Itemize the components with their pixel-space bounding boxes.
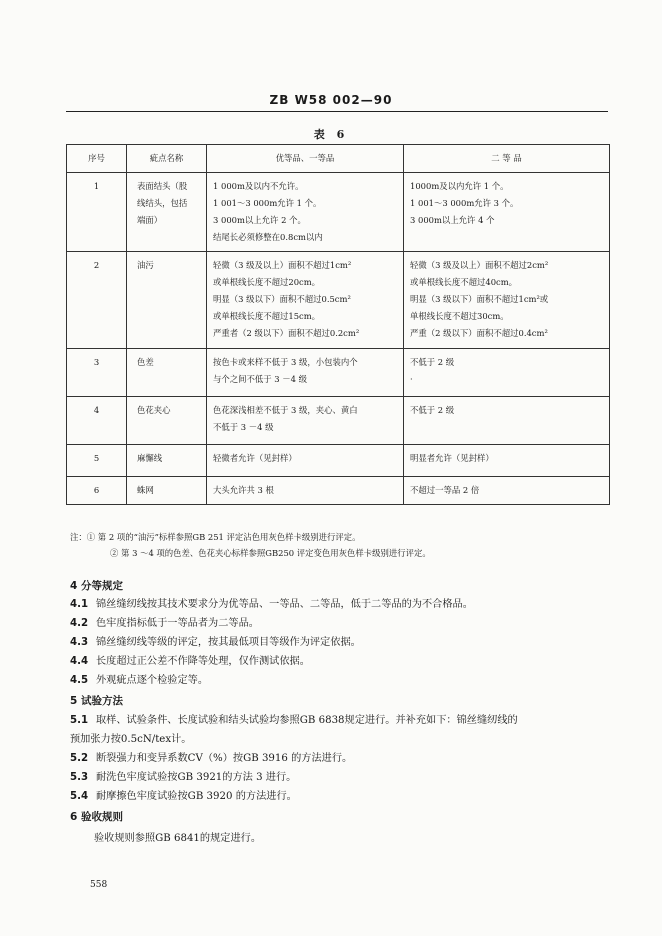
table-row (67, 397, 610, 445)
grade2-cell (404, 173, 610, 252)
clause-number: 4.1 (70, 599, 89, 610)
grade2-cell (404, 252, 610, 349)
header-rule (66, 111, 608, 112)
cell-line: 线结头，包括 (137, 198, 188, 208)
column-header-no: 序号 (67, 145, 127, 173)
clause-text: 预加张力按0.5cN/tex计。 (70, 734, 192, 745)
defect-name-cell (127, 252, 207, 349)
cell-line: 麻懈线 (137, 453, 163, 463)
cell-line: 3 000m以上允许 4 个 (410, 215, 495, 225)
row-number-cell: 2 (67, 252, 127, 349)
cell-line: 1 001～3 000m允许 3 个。 (410, 198, 519, 208)
grade1-cell (207, 252, 404, 349)
cell-line: 1000m及以内允许 1 个。 (410, 181, 509, 191)
defect-name-cell (127, 477, 207, 505)
clause-text: 锦丝缝纫线等级的评定，按其最低项目等级作为评定依据。 (96, 637, 361, 648)
table-row (67, 477, 610, 505)
clause-text: 长度超过正公差不作降等处理，仅作测试依据。 (96, 656, 310, 667)
grade2-cell (404, 445, 610, 477)
clause-text: 取样、试验条件、长度试验和结头试验均参照GB 6838规定进行。并补充如下：锦丝缝纫线的 (96, 715, 518, 726)
cell-line: 油污 (137, 260, 154, 270)
cell-line: 明显者允许（见封样） (410, 453, 494, 463)
clause (70, 616, 610, 632)
cell-line: 不低于 2 级 (410, 357, 455, 367)
clause (70, 732, 610, 748)
cell-line: 1 001～3 000m允许 1 个。 (213, 198, 322, 208)
column-header-defect: 疵点名称 (127, 145, 207, 173)
clause-number: 4.3 (70, 637, 89, 648)
cell-line: 表面结头（股 (137, 181, 188, 191)
clause (70, 713, 610, 729)
section-6-text: 验收规则参照GB 6841的规定进行。 (94, 833, 262, 844)
cell-line: 按色卡或来样不低于 3 级，小包装内个 (213, 357, 358, 367)
clause (70, 789, 610, 805)
cell-line: 结尾长必须修整在0.8cm以内 (213, 232, 323, 242)
defect-grading-table (66, 144, 610, 505)
cell-line: 严重者（2 级以下）面积不超过0.2cm² (213, 328, 360, 338)
cell-line: 明显（3 级以下）面积不超过1cm²或 (410, 294, 549, 304)
clause-number: 4.2 (70, 618, 89, 629)
cell-line: 3 000m以上允许 2 个。 (213, 215, 306, 225)
page-number: 558 (90, 880, 108, 890)
clause-number: 5.4 (70, 791, 89, 802)
clause-number: 5.2 (70, 753, 89, 764)
grade1-cell (207, 445, 404, 477)
clause-text: 外观疵点逐个检验定等。 (96, 675, 209, 686)
cell-line: 或单根线长度不超过40cm。 (410, 277, 518, 287)
cell-line: 轻微（3 级及以上）面积不超过1cm² (213, 260, 352, 270)
grade1-cell (207, 397, 404, 445)
cell-line: 严重（2 级以下）面积不超过0.4cm² (410, 328, 548, 338)
cell-line: 色花深浅相差不低于 3 级，夹心、黄白 (213, 405, 358, 415)
section-5-body (70, 713, 610, 808)
cell-line: 轻微（3 级及以上）面积不超过2cm² (410, 260, 549, 270)
table-row (67, 252, 610, 349)
cell-line: · (410, 374, 413, 384)
clause-number: 5.3 (70, 772, 89, 783)
cell-line: 色花夹心 (137, 405, 171, 415)
clause-text: 耐摩擦色牢度试验按GB 3920 的方法进行。 (96, 791, 297, 802)
table-header-row (67, 145, 610, 173)
cell-line: 不低于 3 －4 级 (213, 422, 274, 432)
clause-number: 4.4 (70, 656, 89, 667)
table-body (67, 173, 610, 505)
cell-line: 或单根线长度不超过15cm。 (213, 311, 321, 321)
clause-text: 锦丝缝纫线按其技术要求分为优等品、一等品、二等品，低于二等品的为不合格品。 (96, 599, 473, 610)
defect-name-cell (127, 445, 207, 477)
column-header-grade2: 二 等 品 (404, 145, 610, 173)
grade1-cell (207, 173, 404, 252)
table-row (67, 173, 610, 252)
cell-line: 轻微者允许（见封样） (213, 453, 297, 463)
table-caption: 表 6 (313, 128, 349, 141)
clause (70, 751, 610, 767)
table-row (67, 445, 610, 477)
clause (70, 770, 610, 786)
cell-line: 或单根线长度不超过20cm。 (213, 277, 321, 287)
table-row (67, 349, 610, 397)
note-2: ② 第 3 ～4 项的色差、色花夹心标样参照GB250 评定变色用灰色样卡级别进行评定。 (110, 548, 431, 558)
table-notes (70, 529, 610, 561)
cell-line: 蛛网 (137, 485, 154, 495)
cell-line: 单根线长度不超过30cm。 (410, 311, 509, 321)
clause (70, 635, 610, 651)
grade1-cell (207, 349, 404, 397)
standard-code-header: ZB W58 002—90 (269, 93, 393, 107)
cell-line: 1 000m及以内不允许。 (213, 181, 304, 191)
section-4-body (70, 597, 610, 692)
grade2-cell (404, 349, 610, 397)
clause-text: 耐洗色牢度试验按GB 3921的方法 3 进行。 (96, 772, 297, 783)
cell-line: 不超过一等品 2 倍 (410, 485, 480, 495)
clause-text: 断裂强力和变异系数CV（%）按GB 3916 的方法进行。 (96, 753, 353, 764)
note-1: 注：① 第 2 项的“油污”标样参照GB 251 评定沾色用灰色样卡级别进行评定。 (70, 532, 361, 542)
clause (70, 597, 610, 613)
grade2-cell (404, 397, 610, 445)
row-number-cell: 1 (67, 173, 127, 252)
cell-line: 大头允许共 3 根 (213, 485, 274, 495)
cell-line: 与个之间不低于 3 －4 级 (213, 374, 308, 384)
clause-number: 4.5 (70, 675, 89, 686)
row-number-cell: 3 (67, 349, 127, 397)
section-4-title: 4 分等规定 (70, 580, 123, 592)
cell-line: 色差 (137, 357, 154, 367)
grade2-cell (404, 477, 610, 505)
clause (70, 654, 610, 670)
cell-line: 明显（3 级以下）面积不超过0.5cm² (213, 294, 351, 304)
clause-number: 5.1 (70, 715, 89, 726)
row-number-cell: 4 (67, 397, 127, 445)
section-6-title: 6 验收规则 (70, 811, 123, 823)
row-number-cell: 5 (67, 445, 127, 477)
cell-line: 端面） (137, 215, 163, 225)
column-header-grade1: 优等品、一等品 (207, 145, 404, 173)
defect-name-cell (127, 173, 207, 252)
clause (70, 673, 610, 689)
section-5-title: 5 试验方法 (70, 695, 123, 707)
clause-text: 色牢度指标低于一等品者为二等品。 (96, 618, 259, 629)
defect-name-cell (127, 349, 207, 397)
grade1-cell (207, 477, 404, 505)
defect-name-cell (127, 397, 207, 445)
row-number-cell: 6 (67, 477, 127, 505)
cell-line: 不低于 2 级 (410, 405, 455, 415)
